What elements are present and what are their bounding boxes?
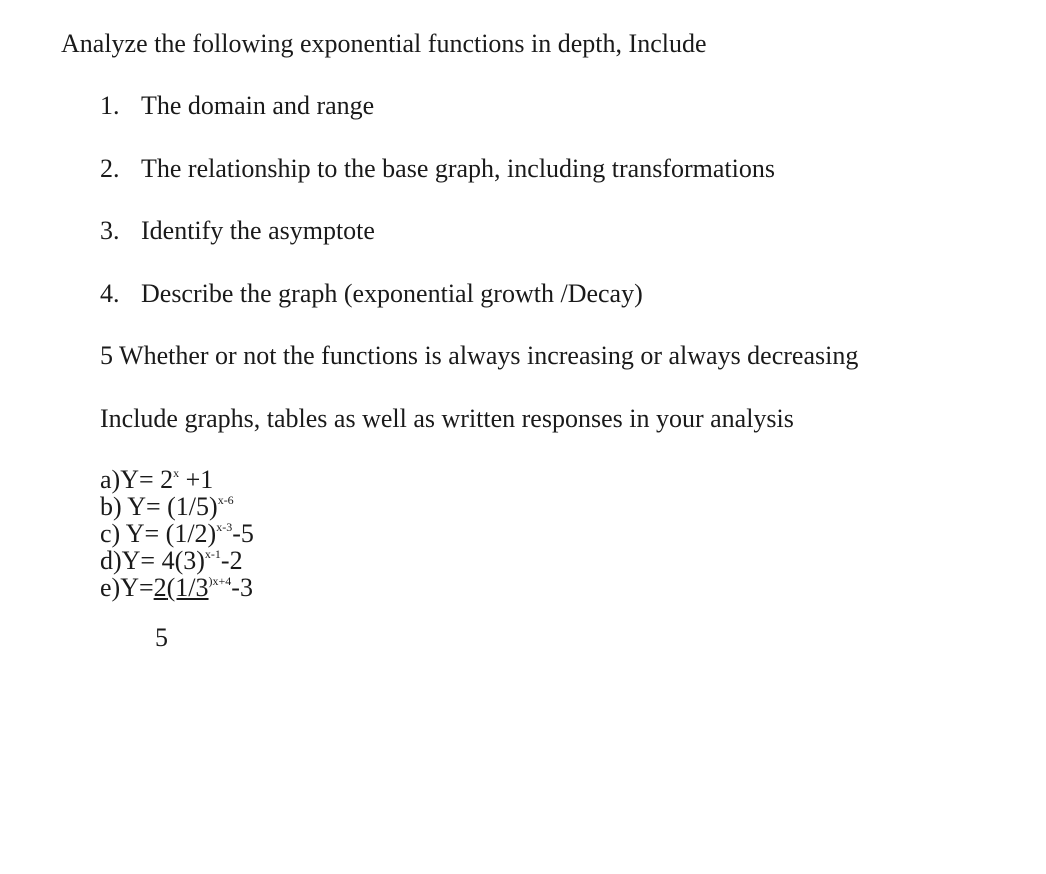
function-c: c) $Y= (1/2)^{x-3}-5$ [100, 519, 254, 548]
function-d: $d)Y= 4(3)^{x-1}-2$ [100, 546, 243, 575]
list-item-2 [100, 153, 775, 185]
list-item-3 [100, 215, 375, 247]
fraction-denominator: 5 [155, 623, 168, 652]
functions-list [100, 466, 254, 601]
list-number: 2. [100, 154, 120, 183]
exponent: x-1 [204, 547, 221, 561]
list-text: Describe the graph (exponential growth /Decay) [141, 279, 643, 308]
function-a: $a)Y= 2^x +1$ [100, 465, 214, 494]
document-title: Analyze the following exponential functions in depth, Include [61, 29, 707, 58]
fraction-numerator: 2 [153, 573, 167, 602]
list-text: The relationship to the base graph, including transformations [141, 154, 775, 183]
list-number: 1. [100, 91, 120, 120]
exponent: )x+4 [208, 574, 232, 588]
list-item-4 [100, 278, 643, 310]
list-item-1 [100, 90, 374, 122]
item-5-text: 5 Whether or not the functions is always increasing or always decreasing [100, 341, 859, 370]
function-b: b) $Y= (1/5)^{x-6}$ [100, 492, 234, 521]
exponent: x [173, 466, 180, 480]
list-text: Identify the asymptote [141, 216, 375, 245]
list-number: 4. [100, 279, 120, 308]
function-e: $e)Y=2(1/3^{)x+4}-3$ [100, 573, 253, 602]
instructions-text: Include graphs, tables as well as written responses in your analysis [100, 404, 794, 433]
exponent: x-3 [216, 520, 233, 534]
list-number: 3. [100, 216, 120, 245]
exponent: x-6 [217, 493, 234, 507]
list-text: The domain and range [141, 91, 375, 120]
